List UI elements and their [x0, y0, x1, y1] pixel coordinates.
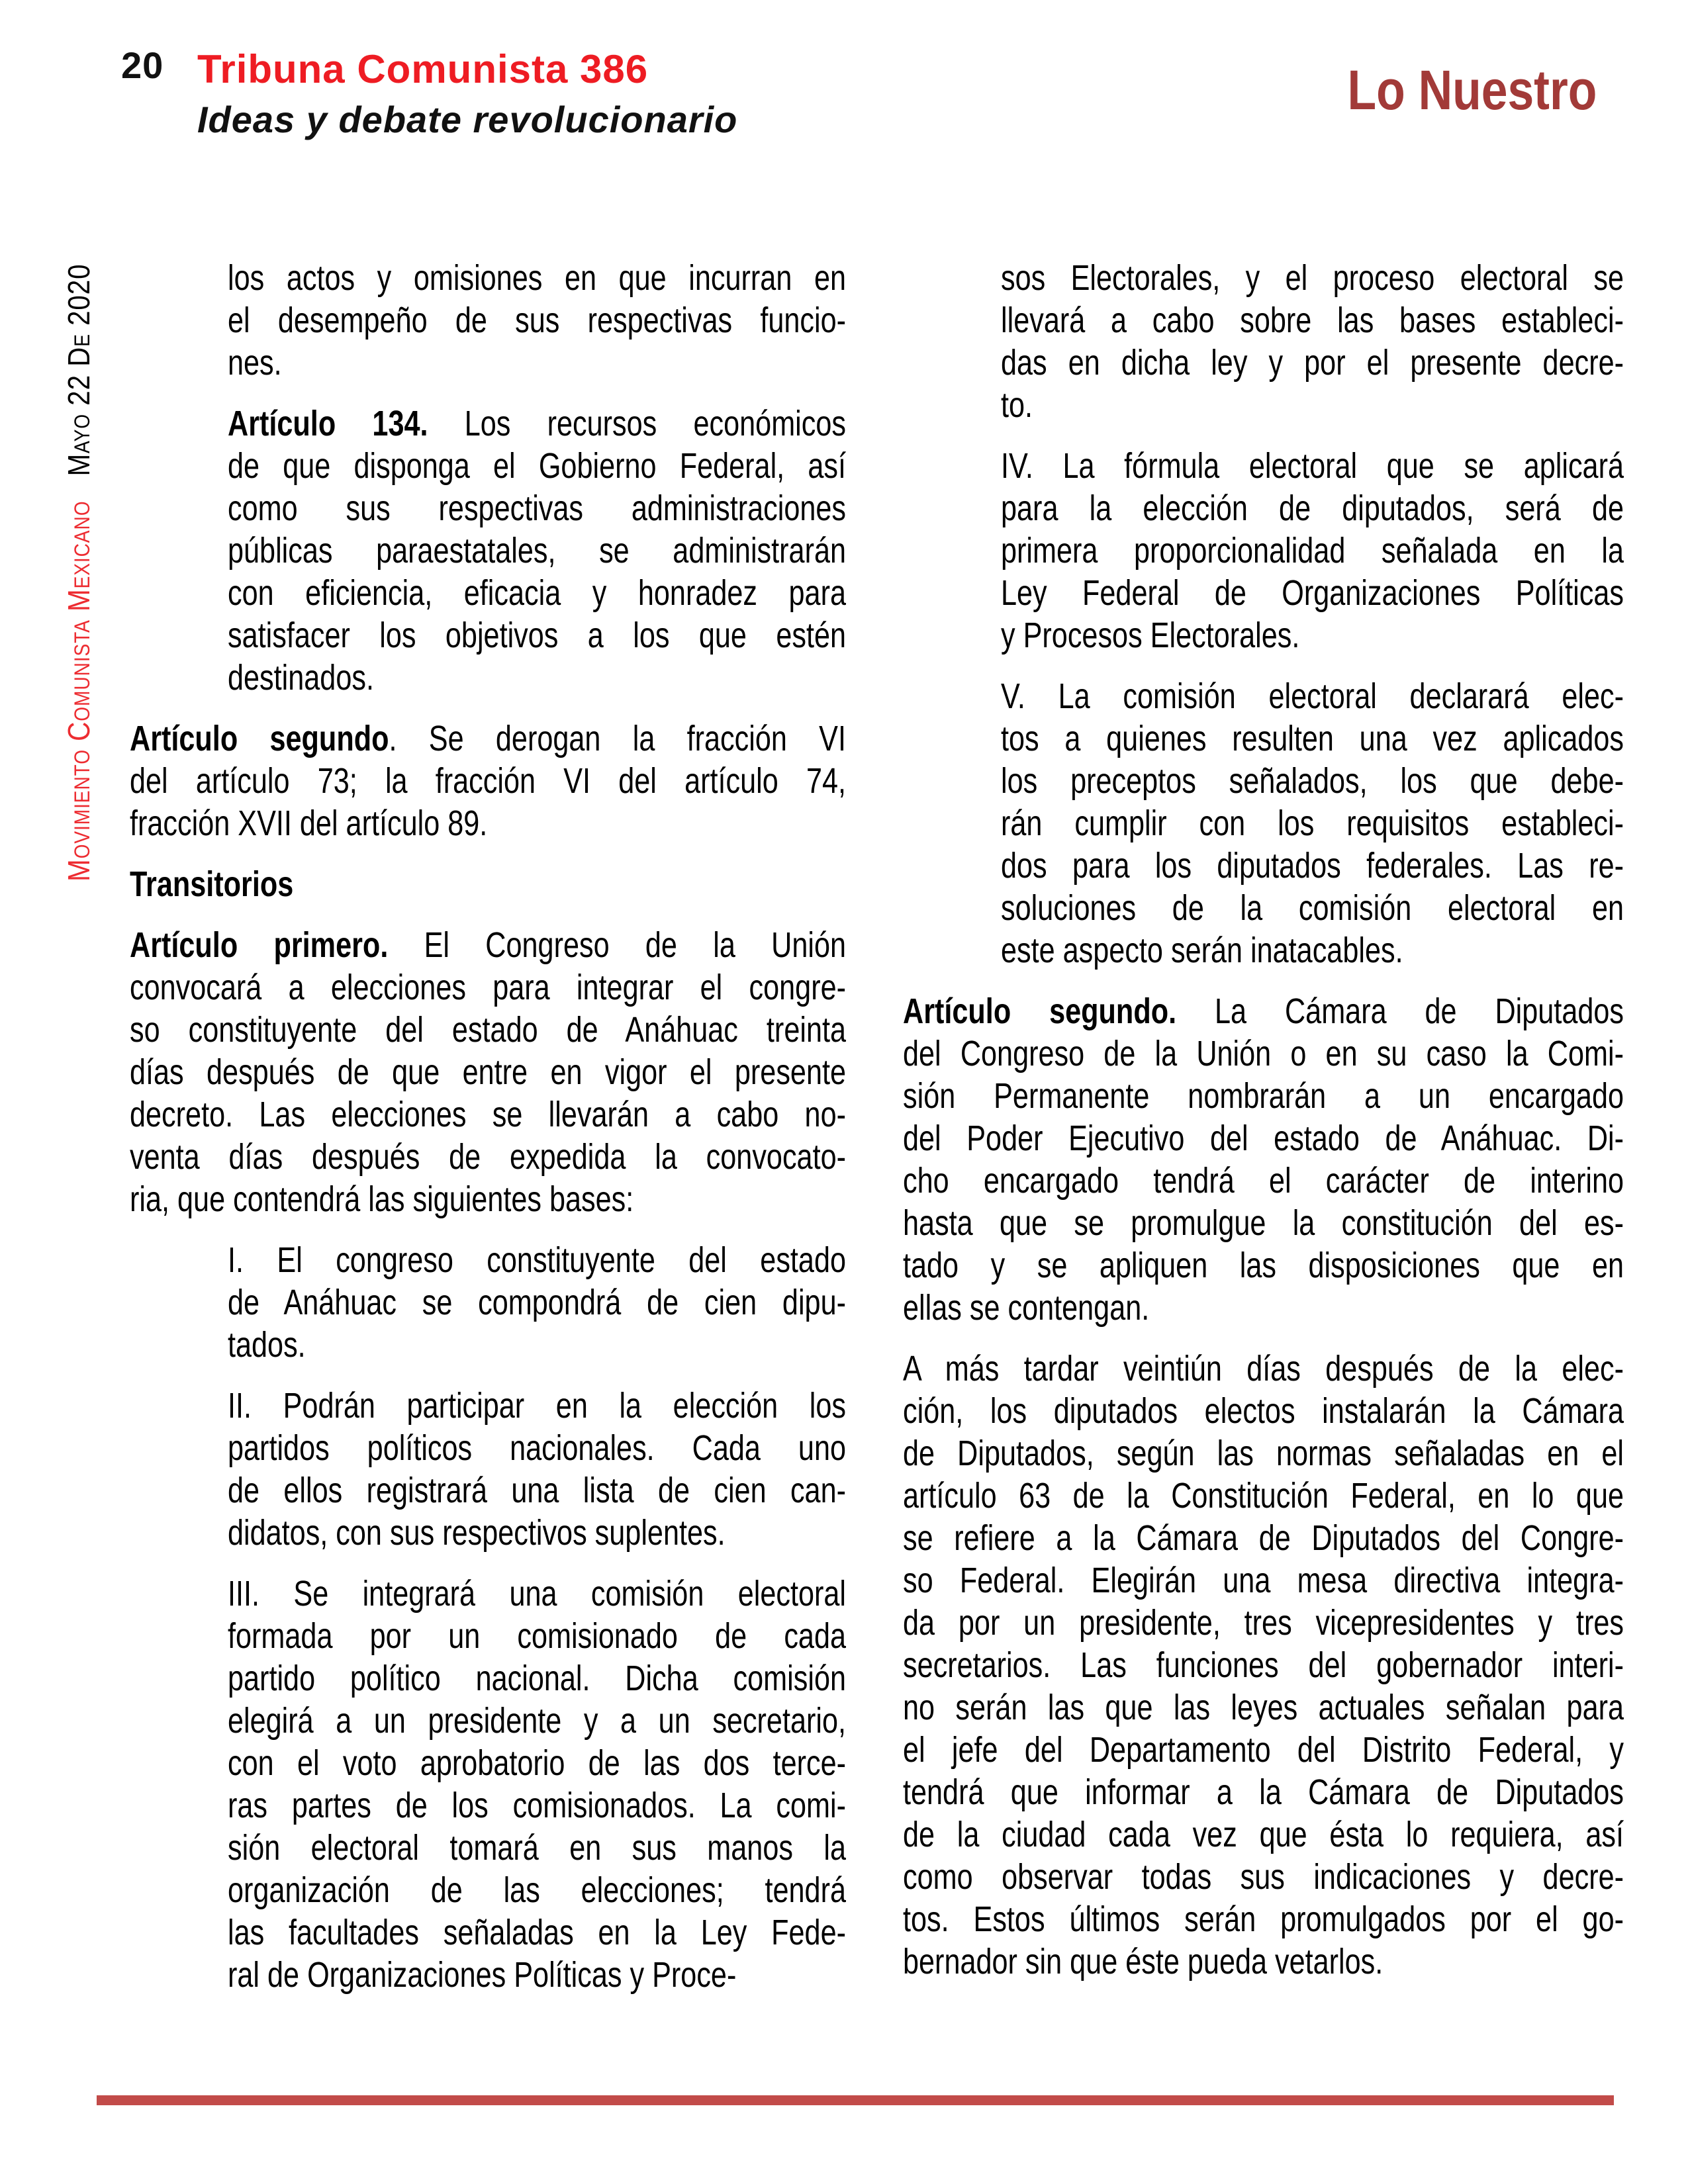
- text-column-left: [130, 257, 846, 2015]
- text-line: partido político nacional. Dicha comisión: [228, 1659, 846, 1698]
- text-line: sión electoral tomará en sus manos la: [228, 1828, 846, 1868]
- section-title: Lo Nuestro: [1347, 59, 1597, 121]
- text-line: Artículo 134. Los recursos económicos: [228, 404, 846, 443]
- paragraph-a-mas-tardar: [903, 1347, 1624, 1983]
- heading-transitorios: [130, 863, 846, 905]
- masthead-subtitle: Ideas y debate revolucionario: [197, 99, 738, 140]
- sidebar-date: Mayo 22 De 2020: [62, 263, 96, 477]
- text-line: formada por un comisionado de cada: [228, 1616, 846, 1656]
- footer-rule: [97, 2095, 1614, 2105]
- text-line: artículo 63 de la Constitución Federal, en lo que: [903, 1476, 1624, 1516]
- text-line: so constituyente del estado de Anáhuac treinta: [130, 1010, 846, 1050]
- text-line: Transitorios: [130, 864, 294, 904]
- text-line: sión Permanente nombrarán a un encargado: [903, 1076, 1624, 1116]
- text-line: el jefe del Departamento del Distrito Federal, y: [903, 1730, 1624, 1770]
- text-line: ción, los diputados electos instalarán la Cámara: [903, 1391, 1624, 1431]
- text-line: del artículo 73; la fracción VI del artículo 74,: [130, 761, 846, 801]
- text-line: sos Electorales, y el proceso electoral se: [1001, 258, 1624, 298]
- text-line: I. El congreso constituyente del estado: [228, 1240, 846, 1280]
- text-column-right: [903, 257, 1624, 2001]
- paragraph-base-ii: [130, 1385, 846, 1554]
- text-line: primera proporcionalidad señalada en la: [1001, 531, 1624, 570]
- page-number: 20: [121, 44, 164, 86]
- text-line: no serán las que las leyes actuales señalan para: [903, 1688, 1624, 1727]
- text-line: das en dicha ley y por el presente decre-: [1001, 343, 1624, 383]
- paragraph-funciones: [130, 257, 846, 384]
- paragraph-sos-electorales: [903, 257, 1624, 426]
- text-line: del Congreso de la Unión o en su caso la Comi-: [903, 1034, 1624, 1073]
- text-line: da por un presidente, tres vicepresidentes y tres: [903, 1603, 1624, 1643]
- text-line: de Anáhuac se compondrá de cien dipu-: [228, 1283, 846, 1322]
- paragraph-base-iv: [903, 445, 1624, 657]
- text-line: dos para los diputados federales. Las re-: [1001, 846, 1624, 886]
- text-line: de ellos registrará una lista de cien can-: [228, 1471, 846, 1510]
- paragraph-articulo-134: [130, 402, 846, 699]
- text-line: nes.: [228, 343, 282, 383]
- text-line: venta días después de expedida la convocato-: [130, 1137, 846, 1177]
- text-line: soluciones de la comisión electoral en: [1001, 888, 1624, 928]
- text-line: se refiere a la Cámara de Diputados del Congre-: [903, 1518, 1624, 1558]
- paragraph-articulo-primero: [130, 924, 846, 1220]
- text-line: decreto. Las elecciones se llevarán a cabo no-: [130, 1095, 846, 1134]
- text-line: ellas se contengan.: [903, 1288, 1150, 1328]
- text-line: los preceptos señalados, los que debe-: [1001, 761, 1624, 801]
- text-line: y Procesos Electorales.: [1001, 615, 1300, 655]
- paragraph-base-v: [903, 675, 1624, 972]
- text-line: con eficiencia, eficacia y honradez para: [228, 573, 846, 613]
- text-line: con el voto aprobatorio de las dos terce-: [228, 1743, 846, 1783]
- text-line: to.: [1001, 385, 1033, 425]
- text-line: el desempeño de sus respectivas funcio-: [228, 300, 846, 340]
- text-line: fracción XVII del artículo 89.: [130, 803, 488, 843]
- text-line: cho encargado tendrá el carácter de interino: [903, 1161, 1624, 1201]
- sidebar-vertical-text: [61, 263, 96, 882]
- text-line: públicas paraestatales, se administrarán: [228, 531, 846, 570]
- text-line: como observar todas sus indicaciones y decre-: [903, 1857, 1624, 1897]
- text-line: so Federal. Elegirán una mesa directiva integra-: [903, 1561, 1624, 1600]
- text-line: destinados.: [228, 658, 374, 698]
- text-line: como sus respectivas administraciones: [228, 488, 846, 528]
- text-line: los actos y omisiones en que incurran en: [228, 258, 846, 298]
- text-line: del Poder Ejecutivo del estado de Anáhuac. Di-: [903, 1118, 1624, 1158]
- text-line: este aspecto serán inatacables.: [1001, 931, 1403, 970]
- text-line: elegirá a un presidente y a un secretario,: [228, 1701, 846, 1741]
- text-line: Artículo segundo. La Cámara de Diputados: [903, 991, 1624, 1031]
- text-line: A más tardar veintiún días después de la elec-: [903, 1349, 1624, 1388]
- text-line: partidos políticos nacionales. Cada uno: [228, 1428, 846, 1468]
- text-line: de que disponga el Gobierno Federal, así: [228, 446, 846, 486]
- text-line: IV. La fórmula electoral que se aplicará: [1001, 446, 1624, 486]
- text-line: ral de Organizaciones Políticas y Proce-: [228, 1955, 737, 1995]
- text-line: días después de que entre en vigor el presente: [130, 1052, 846, 1092]
- text-line: Artículo segundo. Se derogan la fracción VI: [130, 719, 847, 758]
- paragraph-base-iii: [130, 1572, 846, 1996]
- text-line: bernador sin que éste pueda vetarlos.: [903, 1942, 1383, 1981]
- text-line: tados.: [228, 1325, 306, 1365]
- masthead-title: Tribuna Comunista 386: [197, 47, 649, 91]
- text-line: ria, que contendrá las siguientes bases:: [130, 1179, 634, 1219]
- paragraph-articulo-segundo-camara: [903, 990, 1624, 1329]
- text-line: II. Podrán participar en la elección los: [228, 1386, 846, 1426]
- text-line: tos. Estos últimos serán promulgados por el go-: [903, 1899, 1624, 1939]
- text-line: Ley Federal de Organizaciones Políticas: [1001, 573, 1624, 613]
- text-line: rán cumplir con los requisitos estableci-: [1001, 803, 1624, 843]
- text-line: ras partes de los comisionados. La comi-: [228, 1786, 846, 1825]
- paragraph-articulo-segundo-derogan: [130, 717, 846, 844]
- text-line: tado y se apliquen las disposiciones que en: [903, 1246, 1624, 1285]
- text-line: satisfacer los objetivos a los que estén: [228, 615, 846, 655]
- paragraph-base-i: [130, 1239, 846, 1366]
- text-line: didatos, con sus respectivos suplentes.: [228, 1513, 726, 1553]
- text-line: de Diputados, según las normas señaladas en el: [903, 1433, 1624, 1473]
- text-line: III. Se integrará una comisión electoral: [228, 1574, 846, 1614]
- text-line: Artículo primero. El Congreso de la Unión: [130, 925, 846, 965]
- text-line: de la ciudad cada vez que ésta lo requiera, así: [903, 1815, 1624, 1854]
- text-line: las facultades señaladas en la Ley Fede-: [228, 1913, 846, 1952]
- text-line: tos a quienes resulten una vez aplicados: [1001, 719, 1624, 758]
- text-line: tendrá que informar a la Cámara de Diputados: [903, 1772, 1624, 1812]
- text-line: organización de las elecciones; tendrá: [228, 1870, 846, 1910]
- text-line: llevará a cabo sobre las bases estableci-: [1001, 300, 1624, 340]
- sidebar-organization: Movimiento Comunista Mexicano: [62, 500, 96, 882]
- text-line: hasta que se promulgue la constitución del es-: [903, 1203, 1624, 1243]
- text-line: V. La comisión electoral declarará elec-: [1001, 676, 1624, 716]
- text-line: para la elección de diputados, será de: [1001, 488, 1624, 528]
- text-line: convocará a elecciones para integrar el congre-: [130, 968, 846, 1007]
- text-line: secretarios. Las funciones del gobernador interi-: [903, 1645, 1624, 1685]
